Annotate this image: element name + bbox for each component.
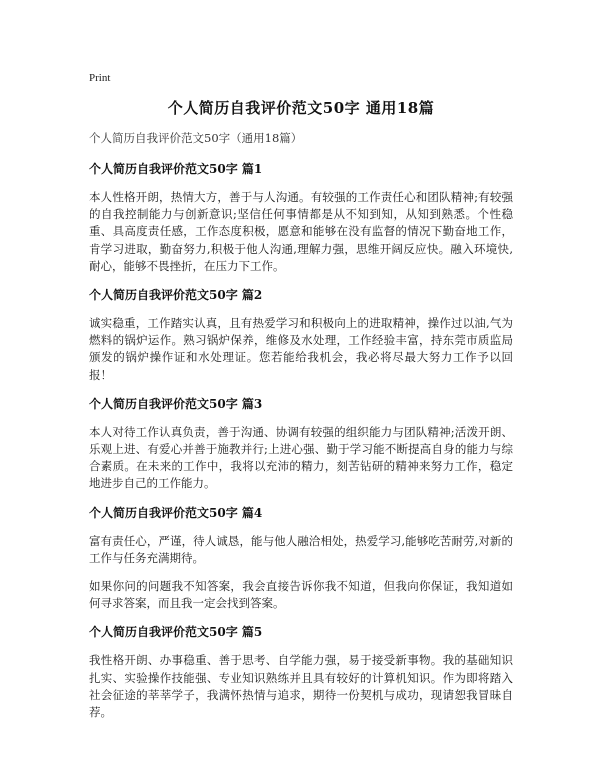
section-heading: 个人简历自我评价范文50字 篇5 (89, 625, 263, 640)
section-paragraph: 诚实稳重，工作踏实认真，且有热爱学习和积极向上的进取精神，操作过以油,气为燃料的锅炉运作。熟习锅炉保养，维修及水处理，工作经验丰富，持东莞市质监局颁发的锅炉操作证和水处理证。您若能给我机会，我必将尽最大努力工作予以回报！ (89, 316, 513, 382)
section-paragraph: 如果你问的问题我不知答案，我会直接告诉你我不知道，但我向你保证，我知道如何寻求答案，而且我一定会找到答案。 (89, 579, 513, 611)
section-heading: 个人简历自我评价范文50字 篇3 (89, 396, 263, 411)
section-3 (89, 395, 513, 493)
section-5 (89, 623, 513, 721)
section-heading: 个人简历自我评价范文50字 篇1 (89, 162, 263, 176)
section-heading: 个人简历自我评价范文50字 篇4 (89, 505, 263, 520)
section-2 (89, 286, 513, 384)
document-title: 个人简历自我评价范文50字 通用18篇 (167, 99, 435, 117)
document-subtitle: 个人简历自我评价范文50字（通用18篇） (89, 131, 303, 145)
section-paragraph: 本人性格开朗，热情大方，善于与人沟通。有较强的工作责任心和团队精神;有较强的自我控制能力与创新意识;坚信任何事情都是从不知到知，从知到熟悉。个性稳重、具高度责任感，工作态度积极，愿意和能够在没有监督的情况下勤奋地工作，肯学习进取，勤奋努力,积极于他人沟通,理解力强，思维开阔反应快。融入环境快,耐心，能够不畏挫折，在压力下工作。 (89, 190, 513, 273)
section-1 (89, 160, 513, 275)
section-paragraph: 本人对待工作认真负责，善于沟通、协调有较强的组织能力与团队精神;活泼开朗、乐观上进、有爱心并善于施教并行;上进心强、勤于学习能不断提高自身的能力与综合素质。在未来的工作中，我将以充沛的精力，刻苦钻研的精神来努力工作，稳定地进步自己的工作能力。 (89, 424, 513, 491)
section-heading: 个人简历自我评价范文50字 篇2 (89, 288, 263, 303)
print-label: Print (89, 72, 111, 84)
section-4 (89, 504, 513, 613)
section-paragraph: 富有责任心，严谨，待人诚恳，能与他人融洽相处，热爱学习,能够吃苦耐劳,对新的工作与任务充满期待。 (89, 533, 513, 565)
section-paragraph: 我性格开朗、办事稳重、善于思考、自学能力强，易于接受新事物。我的基础知识扎实、实验操作技能强、专业知识熟练并且具有较好的计算机知识。作为即将踏入社会征途的莘莘学子，我满怀热情与追求，期待一份契机与成功，现请恕我冒昧自荐。 (89, 653, 513, 720)
